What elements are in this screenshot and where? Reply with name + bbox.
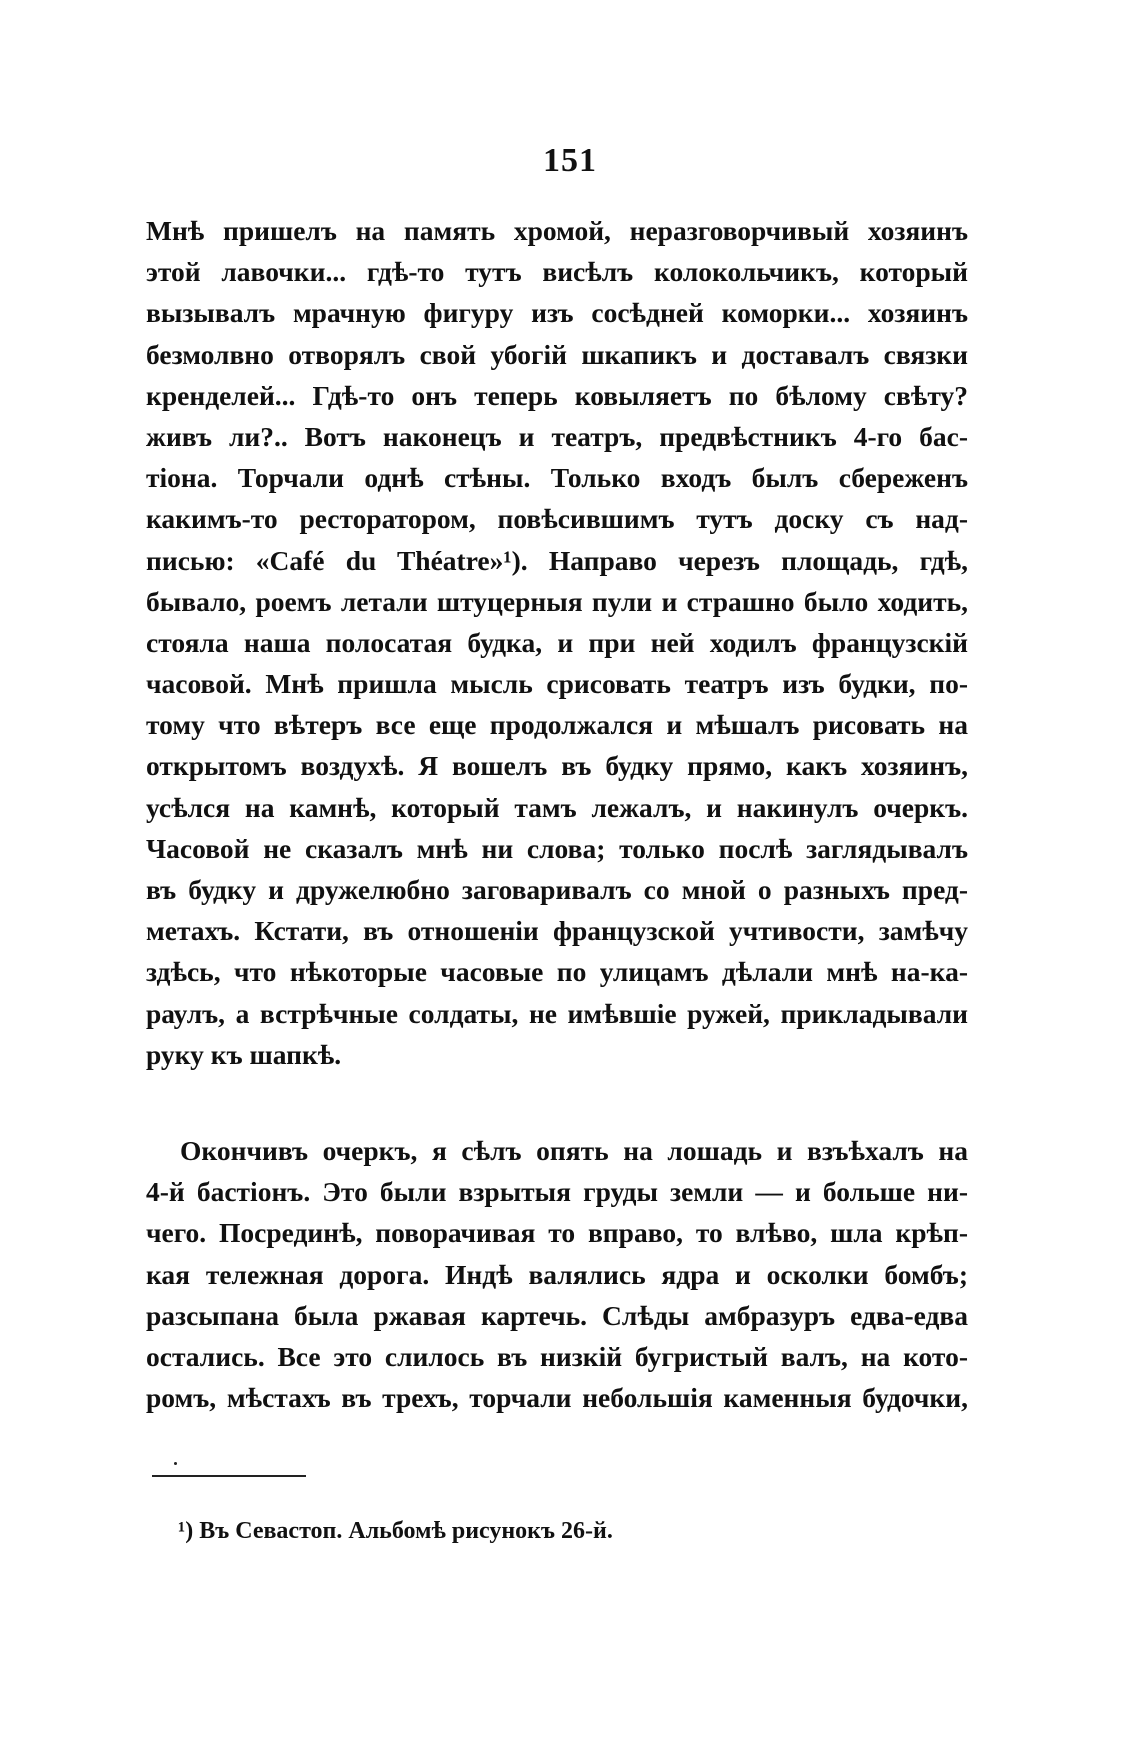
text-line: чего. Посрединѣ, поворачивая то вправо, то влѣво, шла крѣп- [146, 1217, 968, 1249]
footnote-marker: ¹) [178, 1518, 194, 1544]
text-line: 4-й бастіонъ. Это были взрытыя груды земли — и больше ни- [146, 1176, 968, 1208]
text-line: руку къ шапкѣ. [146, 1038, 342, 1070]
text-line: раулъ, а встрѣчные солдаты, не имѣвшіе ружей, прикладывали [146, 997, 968, 1029]
footnote-text: Въ Севастоп. Альбомѣ рисунокъ 26-й. [199, 1518, 613, 1544]
footnote-divider [152, 1475, 306, 1477]
text-line: въ будку и дружелюбно заговаривалъ со мной о разныхъ пред- [146, 874, 968, 905]
paragraph-2 [146, 1130, 968, 1418]
text-line: какимъ-то ресторатором, повѣсившимъ тутъ доску съ над- [146, 503, 968, 535]
text-line: открытомъ воздухѣ. Я вошелъ въ будку прямо, какъ хозяинъ, [146, 750, 968, 782]
paragraph-1 [146, 210, 968, 1075]
text-line: Часовой не сказалъ мнѣ ни слова; только послѣ заглядывалъ [146, 832, 968, 864]
text-line: здѣсь, что нѣкоторые часовые по улицамъ дѣлали мнѣ на-ка- [146, 956, 968, 988]
ink-dot [174, 1462, 177, 1465]
text-line: живъ ли?.. Вотъ наконецъ и театръ, предвѣстникъ 4-го бас- [146, 420, 968, 452]
text-line: тіона. Торчали однѣ стѣны. Только входъ былъ сбереженъ [146, 462, 968, 494]
text-line: Мнѣ пришелъ на память хромой, неразговорчивый хозяинъ [146, 215, 968, 246]
text-line: писью: «Café du Théatre»¹). Направо черезъ площадь, гдѣ, [146, 544, 968, 576]
text-line: разсыпана была ржавая картечь. Слѣды амбразуръ едва-едва [146, 1299, 968, 1331]
page-number: 151 [543, 142, 597, 179]
text-line: стояла наша полосатая будка, и при ней ходилъ французскій [146, 626, 968, 658]
text-line: вызывалъ мрачную фигуру изъ сосѣдней коморки... хозяинъ [146, 297, 968, 329]
text-line: усѣлся на камнѣ, который тамъ лежалъ, и накинулъ очеркъ. [146, 791, 968, 823]
text-line: этой лавочки... гдѣ-то тутъ висѣлъ колокольчикъ, который [146, 256, 968, 288]
footnote [178, 1518, 613, 1545]
text-line: часовой. Мнѣ пришла мысль срисовать театръ изъ будки, по- [146, 668, 968, 700]
text-line: метахъ. Кстати, въ отношеніи французской учтивости, замѣчу [146, 915, 968, 947]
text-line: безмолвно отворялъ свой убогій шкапикъ и доставалъ связки [146, 338, 968, 370]
text-line: остались. Все это слилось въ низкій бугристый валъ, на кото- [146, 1340, 968, 1372]
text-line: кренделей... Гдѣ-то онъ теперь ковыляетъ по бѣлому свѣту? [146, 379, 968, 411]
text-line: бывало, роемъ летали штуцерныя пули и страшно было ходить, [146, 585, 968, 617]
text-line: кая тележная дорога. Индѣ валялись ядра и осколки бомбъ; [146, 1258, 968, 1290]
text-line: тому что вѣтеръ все еще продолжался и мѣшалъ рисовать на [146, 709, 968, 741]
text-line: ромъ, мѣстахъ въ трехъ, торчали небольшія каменныя будочки, [146, 1382, 968, 1414]
text-line: Окончивъ очеркъ, я сѣлъ опять на лошадь и взъѣхалъ на [180, 1135, 968, 1166]
